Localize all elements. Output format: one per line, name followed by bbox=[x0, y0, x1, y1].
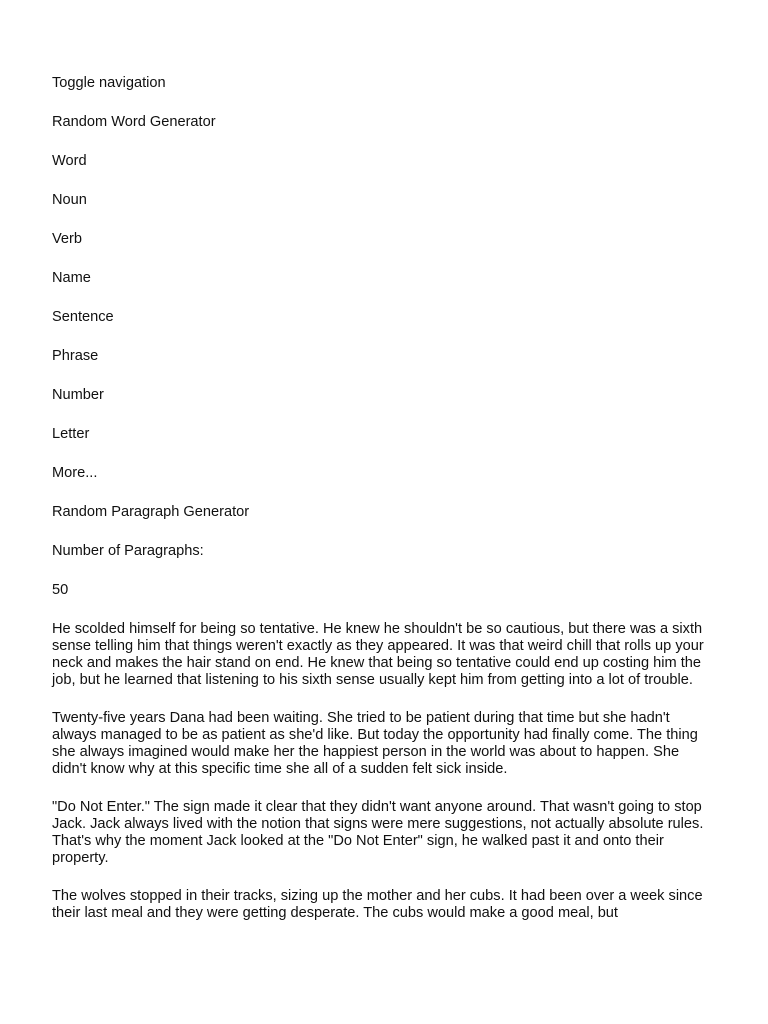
nav-toggle-button[interactable]: Toggle navigation bbox=[52, 75, 166, 91]
paragraph: "Do Not Enter." The sign made it clear that they didn't want anyone around. That wasn't going to stop Jack. Jack always lived with the notion that signs were mere suggestions, not actually absolute rules. That's why the moment Jack looked at the "Do Not Enter" sign, he walked past it and onto their property. bbox=[52, 799, 704, 866]
nav-item-letter[interactable]: Letter bbox=[52, 426, 90, 442]
paragraph-count-label: Number of Paragraphs: bbox=[52, 543, 204, 559]
paragraph-list bbox=[52, 621, 716, 922]
paragraph: He scolded himself for being so tentative. He knew he shouldn't be so cautious, but there was a sixth sense telling him that things weren't exactly as they appeared. It was that weird chill that rolls up your neck and makes the hair stand on end. He knew that being so tentative could end up costing him the job, but he learned that listening to his sixth sense usually kept him from getting into a lot of trouble. bbox=[52, 621, 704, 688]
nav-item-phrase[interactable]: Phrase bbox=[52, 348, 99, 364]
nav-item-more[interactable]: More... bbox=[52, 465, 98, 481]
nav-item-number[interactable]: Number bbox=[52, 387, 104, 403]
nav-item-noun[interactable]: Noun bbox=[52, 192, 87, 208]
nav-item-word[interactable]: Word bbox=[52, 153, 87, 169]
nav-item-sentence[interactable]: Sentence bbox=[52, 309, 114, 325]
paragraph: The wolves stopped in their tracks, sizing up the mother and her cubs. It had been over a week since their last meal and they were getting desperate. The cubs would make a good meal, but bbox=[52, 888, 703, 921]
page-title: Random Paragraph Generator bbox=[52, 504, 250, 520]
nav-item-verb[interactable]: Verb bbox=[52, 231, 83, 247]
paragraph: Twenty-five years Dana had been waiting. She tried to be patient during that time but she hadn't always managed to be as patient as she'd like. But today the opportunity had finally come. The thing she always imagined would make her the happiest person in the world was about to happen. She didn't know why at this specific time she all of a sudden felt sick inside. bbox=[52, 710, 698, 777]
nav-item-name[interactable]: Name bbox=[52, 270, 91, 286]
brand-link[interactable]: Random Word Generator bbox=[52, 114, 216, 130]
paragraph-count-input[interactable]: 50 bbox=[52, 582, 69, 598]
